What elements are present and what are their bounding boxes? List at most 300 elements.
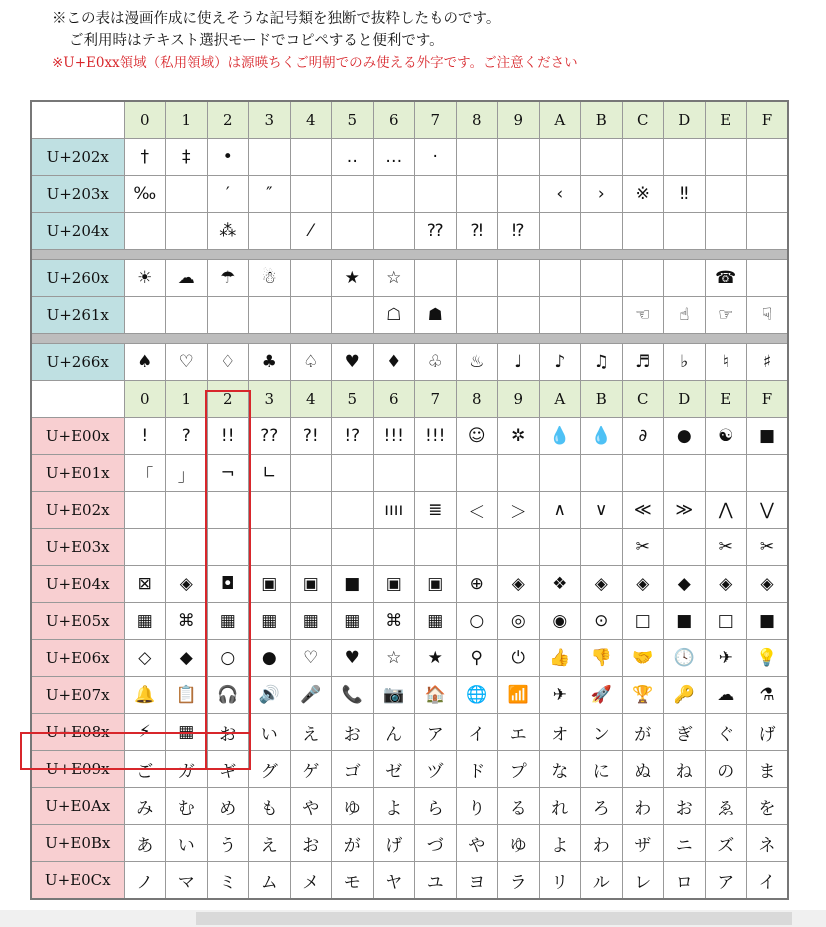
glyph-cell[interactable]: ☁: [705, 677, 747, 714]
glyph-cell[interactable]: ⁂: [207, 213, 249, 250]
glyph-cell[interactable]: ⊠: [124, 566, 166, 603]
glyph-cell[interactable]: や: [290, 788, 332, 825]
glyph-cell[interactable]: ら: [415, 788, 457, 825]
glyph-cell[interactable]: [456, 529, 498, 566]
glyph-cell[interactable]: ※: [622, 176, 664, 213]
glyph-cell[interactable]: ▣: [290, 566, 332, 603]
glyph-cell[interactable]: ⚲: [456, 640, 498, 677]
glyph-cell[interactable]: [498, 139, 540, 176]
glyph-cell[interactable]: プ: [498, 751, 540, 788]
glyph-cell[interactable]: ‰: [124, 176, 166, 213]
glyph-cell[interactable]: む: [166, 788, 208, 825]
glyph-cell[interactable]: ■: [332, 566, 374, 603]
glyph-cell[interactable]: [664, 139, 706, 176]
glyph-cell[interactable]: よ: [539, 825, 581, 862]
glyph-cell[interactable]: ね: [664, 751, 706, 788]
glyph-cell[interactable]: [166, 492, 208, 529]
glyph-cell[interactable]: ◉: [539, 603, 581, 640]
glyph-cell[interactable]: ⁄: [290, 213, 332, 250]
glyph-cell[interactable]: ま: [747, 751, 789, 788]
glyph-cell[interactable]: ▦: [166, 714, 208, 751]
glyph-cell[interactable]: り: [456, 788, 498, 825]
glyph-cell[interactable]: マ: [166, 862, 208, 900]
glyph-cell[interactable]: ☺: [456, 418, 498, 455]
glyph-cell[interactable]: よ: [373, 788, 415, 825]
glyph-cell[interactable]: ♤: [290, 344, 332, 381]
glyph-cell[interactable]: ≫: [664, 492, 706, 529]
glyph-cell[interactable]: ⚗: [747, 677, 789, 714]
glyph-cell[interactable]: お: [290, 825, 332, 862]
glyph-cell[interactable]: ☯: [705, 418, 747, 455]
glyph-cell[interactable]: ぎ: [664, 714, 706, 751]
glyph-cell[interactable]: [664, 260, 706, 297]
glyph-cell[interactable]: 👍: [539, 640, 581, 677]
glyph-cell[interactable]: †: [124, 139, 166, 176]
glyph-cell[interactable]: 📞: [332, 677, 374, 714]
glyph-cell[interactable]: ザ: [622, 825, 664, 862]
glyph-cell[interactable]: い: [166, 825, 208, 862]
glyph-cell[interactable]: 🎧: [207, 677, 249, 714]
glyph-cell[interactable]: イ: [456, 714, 498, 751]
glyph-cell[interactable]: リ: [539, 862, 581, 900]
glyph-cell[interactable]: ¬: [207, 455, 249, 492]
glyph-cell[interactable]: ♠: [124, 344, 166, 381]
glyph-cell[interactable]: [747, 455, 789, 492]
glyph-cell[interactable]: [290, 260, 332, 297]
glyph-cell[interactable]: い: [249, 714, 291, 751]
glyph-cell[interactable]: ⋀: [705, 492, 747, 529]
glyph-cell[interactable]: ▦: [332, 603, 374, 640]
glyph-cell[interactable]: ☃: [249, 260, 291, 297]
glyph-cell[interactable]: ⊕: [456, 566, 498, 603]
glyph-cell[interactable]: [373, 176, 415, 213]
glyph-cell[interactable]: [332, 492, 374, 529]
glyph-cell[interactable]: [332, 213, 374, 250]
glyph-cell[interactable]: ノ: [124, 862, 166, 900]
glyph-cell[interactable]: ✂: [705, 529, 747, 566]
glyph-cell[interactable]: ゆ: [332, 788, 374, 825]
glyph-cell[interactable]: [539, 529, 581, 566]
glyph-cell[interactable]: ア: [415, 714, 457, 751]
glyph-cell[interactable]: ギ: [207, 751, 249, 788]
glyph-cell[interactable]: あ: [124, 825, 166, 862]
glyph-cell[interactable]: ♥: [332, 640, 374, 677]
glyph-cell[interactable]: [415, 455, 457, 492]
glyph-cell[interactable]: ‹: [539, 176, 581, 213]
glyph-cell[interactable]: [664, 213, 706, 250]
glyph-cell[interactable]: れ: [539, 788, 581, 825]
glyph-cell[interactable]: [249, 492, 291, 529]
glyph-cell[interactable]: げ: [373, 825, 415, 862]
glyph-cell[interactable]: 🕓: [664, 640, 706, 677]
glyph-cell[interactable]: ∨: [581, 492, 623, 529]
glyph-cell[interactable]: ‧: [415, 139, 457, 176]
glyph-cell[interactable]: [622, 455, 664, 492]
glyph-cell[interactable]: [249, 529, 291, 566]
glyph-cell[interactable]: ❖: [539, 566, 581, 603]
glyph-cell[interactable]: ▦: [290, 603, 332, 640]
glyph-cell[interactable]: ⁈: [456, 213, 498, 250]
glyph-cell[interactable]: [373, 529, 415, 566]
glyph-cell[interactable]: [124, 492, 166, 529]
glyph-cell[interactable]: 🏠: [415, 677, 457, 714]
glyph-cell[interactable]: [456, 260, 498, 297]
glyph-cell[interactable]: [622, 213, 664, 250]
glyph-cell[interactable]: ◈: [747, 566, 789, 603]
glyph-cell[interactable]: 🌐: [456, 677, 498, 714]
glyph-cell[interactable]: ▦: [124, 603, 166, 640]
glyph-cell[interactable]: ネ: [747, 825, 789, 862]
glyph-cell[interactable]: ≣: [415, 492, 457, 529]
glyph-cell[interactable]: [498, 260, 540, 297]
glyph-cell[interactable]: [290, 139, 332, 176]
glyph-cell[interactable]: が: [332, 825, 374, 862]
glyph-cell[interactable]: ★: [332, 260, 374, 297]
glyph-cell[interactable]: ☆: [373, 640, 415, 677]
glyph-cell[interactable]: □: [705, 603, 747, 640]
glyph-cell[interactable]: ♧: [415, 344, 457, 381]
glyph-cell[interactable]: [124, 297, 166, 334]
glyph-cell[interactable]: う: [207, 825, 249, 862]
glyph-cell[interactable]: ∟: [249, 455, 291, 492]
glyph-cell[interactable]: ??: [249, 418, 291, 455]
glyph-cell[interactable]: ☆: [373, 260, 415, 297]
glyph-cell[interactable]: ≪: [622, 492, 664, 529]
glyph-cell[interactable]: ◈: [498, 566, 540, 603]
glyph-cell[interactable]: [622, 139, 664, 176]
glyph-cell[interactable]: ＞: [498, 492, 540, 529]
glyph-cell[interactable]: ズ: [705, 825, 747, 862]
glyph-cell[interactable]: [622, 260, 664, 297]
glyph-cell[interactable]: エ: [498, 714, 540, 751]
glyph-cell[interactable]: [539, 260, 581, 297]
glyph-cell[interactable]: 📷: [373, 677, 415, 714]
glyph-cell[interactable]: ◆: [664, 566, 706, 603]
glyph-cell[interactable]: ゴ: [332, 751, 374, 788]
glyph-cell[interactable]: ☂: [207, 260, 249, 297]
glyph-cell[interactable]: ⌘: [166, 603, 208, 640]
glyph-cell[interactable]: [332, 297, 374, 334]
glyph-cell[interactable]: [456, 139, 498, 176]
glyph-cell[interactable]: ☗: [415, 297, 457, 334]
glyph-cell[interactable]: ▣: [249, 566, 291, 603]
glyph-cell[interactable]: ゑ: [705, 788, 747, 825]
glyph-cell[interactable]: が: [622, 714, 664, 751]
glyph-cell[interactable]: ♬: [622, 344, 664, 381]
glyph-cell[interactable]: !!!: [415, 418, 457, 455]
glyph-cell[interactable]: [166, 529, 208, 566]
glyph-cell[interactable]: ▦: [415, 603, 457, 640]
glyph-cell[interactable]: ろ: [581, 788, 623, 825]
glyph-cell[interactable]: ♩: [498, 344, 540, 381]
glyph-cell[interactable]: ☀: [124, 260, 166, 297]
glyph-cell[interactable]: ア: [705, 862, 747, 900]
glyph-cell[interactable]: [664, 529, 706, 566]
glyph-cell[interactable]: ıııı: [373, 492, 415, 529]
glyph-cell[interactable]: [290, 176, 332, 213]
glyph-cell[interactable]: な: [539, 751, 581, 788]
glyph-cell[interactable]: [373, 455, 415, 492]
glyph-cell[interactable]: ∧: [539, 492, 581, 529]
glyph-cell[interactable]: お: [207, 714, 249, 751]
glyph-cell[interactable]: ‼: [664, 176, 706, 213]
glyph-cell[interactable]: ◆: [166, 640, 208, 677]
glyph-cell[interactable]: ∂: [622, 418, 664, 455]
glyph-cell[interactable]: !: [124, 418, 166, 455]
glyph-cell[interactable]: 🔊: [249, 677, 291, 714]
glyph-cell[interactable]: [166, 176, 208, 213]
glyph-cell[interactable]: ■: [664, 603, 706, 640]
glyph-cell[interactable]: わ: [622, 788, 664, 825]
glyph-cell[interactable]: ■: [747, 418, 789, 455]
glyph-cell[interactable]: ✈: [539, 677, 581, 714]
glyph-cell[interactable]: [249, 139, 291, 176]
glyph-cell[interactable]: ♢: [207, 344, 249, 381]
glyph-cell[interactable]: [415, 260, 457, 297]
glyph-cell[interactable]: [498, 529, 540, 566]
glyph-cell[interactable]: [705, 455, 747, 492]
glyph-cell[interactable]: ☜: [622, 297, 664, 334]
glyph-cell[interactable]: !!!: [373, 418, 415, 455]
glyph-cell[interactable]: ?: [166, 418, 208, 455]
glyph-cell[interactable]: ヤ: [373, 862, 415, 900]
glyph-cell[interactable]: !?: [332, 418, 374, 455]
glyph-cell[interactable]: [166, 213, 208, 250]
glyph-cell[interactable]: ◈: [166, 566, 208, 603]
glyph-cell[interactable]: ♫: [581, 344, 623, 381]
glyph-cell[interactable]: ☎: [705, 260, 747, 297]
glyph-cell[interactable]: ◇: [124, 640, 166, 677]
glyph-cell[interactable]: ⁇: [415, 213, 457, 250]
glyph-cell[interactable]: づ: [415, 825, 457, 862]
glyph-cell[interactable]: [332, 529, 374, 566]
glyph-cell[interactable]: を: [747, 788, 789, 825]
glyph-cell[interactable]: ゼ: [373, 751, 415, 788]
glyph-cell[interactable]: ♡: [166, 344, 208, 381]
glyph-cell[interactable]: [747, 139, 789, 176]
glyph-cell[interactable]: メ: [290, 862, 332, 900]
glyph-cell[interactable]: □: [622, 603, 664, 640]
glyph-cell[interactable]: モ: [332, 862, 374, 900]
glyph-cell[interactable]: ○: [207, 640, 249, 677]
glyph-cell[interactable]: 🎤: [290, 677, 332, 714]
glyph-cell[interactable]: ♦: [373, 344, 415, 381]
glyph-cell[interactable]: ラ: [498, 862, 540, 900]
glyph-cell[interactable]: ☝: [664, 297, 706, 334]
glyph-cell[interactable]: ♨: [456, 344, 498, 381]
glyph-cell[interactable]: [581, 297, 623, 334]
glyph-cell[interactable]: [166, 297, 208, 334]
glyph-cell[interactable]: [581, 529, 623, 566]
glyph-cell[interactable]: ⚡: [124, 714, 166, 751]
glyph-cell[interactable]: ′: [207, 176, 249, 213]
glyph-cell[interactable]: ○: [456, 603, 498, 640]
glyph-cell[interactable]: 🚀: [581, 677, 623, 714]
glyph-cell[interactable]: み: [124, 788, 166, 825]
glyph-cell[interactable]: [207, 297, 249, 334]
glyph-cell[interactable]: [290, 455, 332, 492]
glyph-cell[interactable]: [373, 213, 415, 250]
glyph-cell[interactable]: [705, 139, 747, 176]
glyph-cell[interactable]: [705, 176, 747, 213]
glyph-cell[interactable]: [290, 492, 332, 529]
glyph-cell[interactable]: ◈: [705, 566, 747, 603]
glyph-cell[interactable]: 」: [166, 455, 208, 492]
glyph-cell[interactable]: [249, 213, 291, 250]
glyph-cell[interactable]: ●: [249, 640, 291, 677]
glyph-cell[interactable]: [415, 529, 457, 566]
scrollbar-thumb[interactable]: [196, 912, 792, 925]
glyph-cell[interactable]: •: [207, 139, 249, 176]
glyph-cell[interactable]: ♭: [664, 344, 706, 381]
glyph-cell[interactable]: [332, 176, 374, 213]
glyph-cell[interactable]: !!: [207, 418, 249, 455]
glyph-cell[interactable]: [207, 529, 249, 566]
glyph-cell[interactable]: ♪: [539, 344, 581, 381]
glyph-cell[interactable]: [539, 297, 581, 334]
glyph-cell[interactable]: ⋁: [747, 492, 789, 529]
glyph-cell[interactable]: る: [498, 788, 540, 825]
glyph-cell[interactable]: [581, 139, 623, 176]
glyph-cell[interactable]: ん: [373, 714, 415, 751]
glyph-cell[interactable]: ✂: [622, 529, 664, 566]
glyph-cell[interactable]: [207, 492, 249, 529]
glyph-cell[interactable]: わ: [581, 825, 623, 862]
glyph-cell[interactable]: ぬ: [622, 751, 664, 788]
glyph-cell[interactable]: ル: [581, 862, 623, 900]
glyph-cell[interactable]: 📶: [498, 677, 540, 714]
glyph-cell[interactable]: [498, 176, 540, 213]
glyph-cell[interactable]: [498, 297, 540, 334]
glyph-cell[interactable]: え: [249, 825, 291, 862]
glyph-cell[interactable]: ご: [124, 751, 166, 788]
glyph-cell[interactable]: 🏆: [622, 677, 664, 714]
glyph-cell[interactable]: ◘: [207, 566, 249, 603]
glyph-cell[interactable]: [456, 297, 498, 334]
glyph-cell[interactable]: ☟: [747, 297, 789, 334]
glyph-cell[interactable]: ■: [747, 603, 789, 640]
glyph-cell[interactable]: [249, 297, 291, 334]
glyph-cell[interactable]: ●: [664, 418, 706, 455]
glyph-cell[interactable]: 💧: [539, 418, 581, 455]
glyph-cell[interactable]: [581, 455, 623, 492]
glyph-cell[interactable]: [539, 455, 581, 492]
glyph-cell[interactable]: [124, 529, 166, 566]
glyph-cell[interactable]: ☖: [373, 297, 415, 334]
glyph-cell[interactable]: ★: [415, 640, 457, 677]
glyph-cell[interactable]: [124, 213, 166, 250]
glyph-cell[interactable]: 「: [124, 455, 166, 492]
glyph-cell[interactable]: [581, 260, 623, 297]
glyph-cell[interactable]: …: [373, 139, 415, 176]
glyph-cell[interactable]: ✈: [705, 640, 747, 677]
glyph-cell[interactable]: え: [290, 714, 332, 751]
glyph-cell[interactable]: ♡: [290, 640, 332, 677]
glyph-cell[interactable]: ‡: [166, 139, 208, 176]
glyph-cell[interactable]: [290, 297, 332, 334]
glyph-cell[interactable]: [747, 260, 789, 297]
glyph-cell[interactable]: オ: [539, 714, 581, 751]
glyph-cell[interactable]: 🔑: [664, 677, 706, 714]
glyph-cell[interactable]: ⁉: [498, 213, 540, 250]
glyph-cell[interactable]: [747, 176, 789, 213]
glyph-cell[interactable]: ?!: [290, 418, 332, 455]
glyph-cell[interactable]: グ: [249, 751, 291, 788]
glyph-cell[interactable]: ニ: [664, 825, 706, 862]
glyph-cell[interactable]: ム: [249, 862, 291, 900]
glyph-cell[interactable]: ☁: [166, 260, 208, 297]
glyph-cell[interactable]: ▣: [373, 566, 415, 603]
glyph-cell[interactable]: [415, 176, 457, 213]
glyph-cell[interactable]: ロ: [664, 862, 706, 900]
glyph-cell[interactable]: も: [249, 788, 291, 825]
glyph-cell[interactable]: ガ: [166, 751, 208, 788]
glyph-cell[interactable]: ゆ: [498, 825, 540, 862]
glyph-cell[interactable]: ぐ: [705, 714, 747, 751]
glyph-cell[interactable]: ⌘: [373, 603, 415, 640]
glyph-cell[interactable]: ◈: [581, 566, 623, 603]
glyph-cell[interactable]: ✲: [498, 418, 540, 455]
glyph-cell[interactable]: ⊙: [581, 603, 623, 640]
glyph-cell[interactable]: ユ: [415, 862, 457, 900]
glyph-cell[interactable]: め: [207, 788, 249, 825]
glyph-cell[interactable]: ＜: [456, 492, 498, 529]
glyph-cell[interactable]: ヅ: [415, 751, 457, 788]
glyph-cell[interactable]: ▣: [415, 566, 457, 603]
glyph-cell[interactable]: ♣: [249, 344, 291, 381]
glyph-cell[interactable]: 💡: [747, 640, 789, 677]
glyph-cell[interactable]: ド: [456, 751, 498, 788]
glyph-cell[interactable]: [539, 213, 581, 250]
glyph-cell[interactable]: [456, 176, 498, 213]
glyph-cell[interactable]: ◎: [498, 603, 540, 640]
glyph-cell[interactable]: ◈: [622, 566, 664, 603]
glyph-cell[interactable]: に: [581, 751, 623, 788]
glyph-cell[interactable]: ▦: [207, 603, 249, 640]
glyph-cell[interactable]: ♯: [747, 344, 789, 381]
glyph-cell[interactable]: [539, 139, 581, 176]
glyph-cell[interactable]: [747, 213, 789, 250]
glyph-cell[interactable]: の: [705, 751, 747, 788]
glyph-cell[interactable]: 🤝: [622, 640, 664, 677]
glyph-cell[interactable]: 🔔: [124, 677, 166, 714]
glyph-cell[interactable]: ゲ: [290, 751, 332, 788]
glyph-cell[interactable]: お: [664, 788, 706, 825]
glyph-cell[interactable]: [498, 455, 540, 492]
glyph-cell[interactable]: ‥: [332, 139, 374, 176]
glyph-cell[interactable]: レ: [622, 862, 664, 900]
glyph-cell[interactable]: [332, 455, 374, 492]
glyph-cell[interactable]: ⏻: [498, 640, 540, 677]
glyph-cell[interactable]: [664, 455, 706, 492]
glyph-cell[interactable]: [705, 213, 747, 250]
glyph-cell[interactable]: イ: [747, 862, 789, 900]
glyph-cell[interactable]: [456, 455, 498, 492]
glyph-cell[interactable]: ヨ: [456, 862, 498, 900]
glyph-cell[interactable]: げ: [747, 714, 789, 751]
glyph-cell[interactable]: 👎: [581, 640, 623, 677]
glyph-cell[interactable]: ✂: [747, 529, 789, 566]
glyph-cell[interactable]: [290, 529, 332, 566]
glyph-cell[interactable]: ン: [581, 714, 623, 751]
glyph-cell[interactable]: ミ: [207, 862, 249, 900]
glyph-cell[interactable]: [581, 213, 623, 250]
glyph-cell[interactable]: ♥: [332, 344, 374, 381]
glyph-cell[interactable]: や: [456, 825, 498, 862]
glyph-cell[interactable]: ♮: [705, 344, 747, 381]
glyph-cell[interactable]: ″: [249, 176, 291, 213]
glyph-cell[interactable]: ☞: [705, 297, 747, 334]
